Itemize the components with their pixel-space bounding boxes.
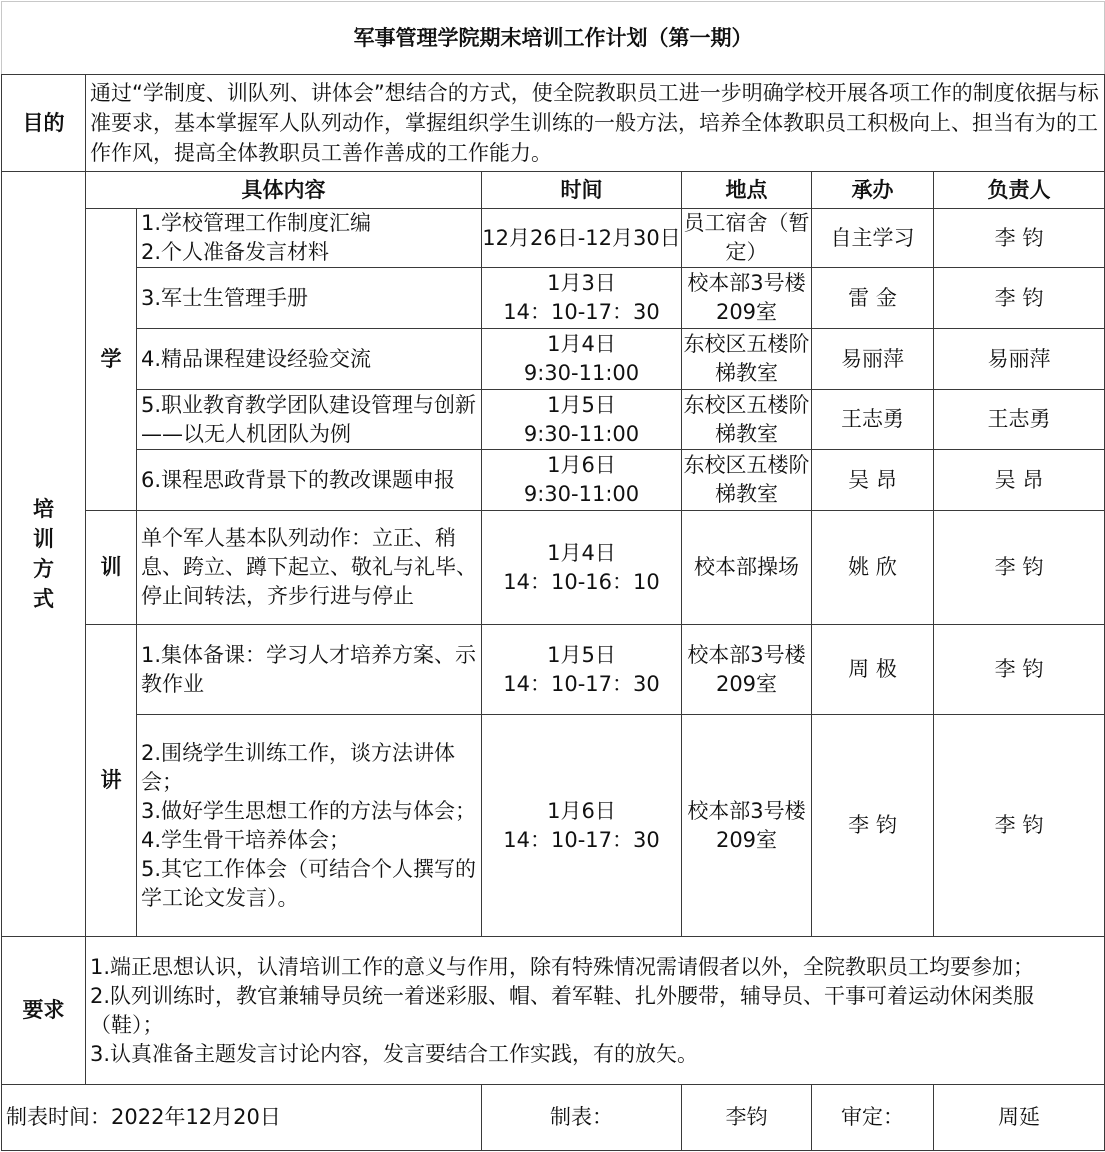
table-row — [2, 390, 1105, 450]
footer-date — [2, 1085, 482, 1151]
row-responsible: 李 钧 — [934, 625, 1105, 715]
row-organizer: 李 钧 — [812, 715, 934, 937]
header-place: 地点 — [682, 172, 812, 209]
row-content: 1.集体备课：学习人才培养方案、示教作业 — [137, 625, 482, 715]
footer-reviewer-value: 周延 — [934, 1085, 1105, 1151]
row-organizer: 王志勇 — [812, 390, 934, 450]
row-organizer: 自主学习 — [812, 209, 934, 268]
row-place: 校本部操场 — [682, 511, 812, 625]
table-row — [2, 329, 1105, 390]
group-label-talk: 讲 — [86, 625, 137, 937]
table-row — [2, 268, 1105, 329]
row-place: 员工宿舍（暂定） — [682, 209, 812, 268]
row-organizer: 雷 金 — [812, 268, 934, 329]
row-content: 4.精品课程建设经验交流 — [137, 329, 482, 390]
row-content: 单个军人基本队列动作：立正、稍息、跨立、蹲下起立、敬礼与礼毕、停止间转法，齐步行进与停止 — [137, 511, 482, 625]
row-content: 2.围绕学生训练工作，谈方法讲体会； 3.做好学生思想工作的方法与体会； 4.学生骨干培养体会； 5.其它工作体会（可结合个人撰写的学工论文发言）。 — [137, 715, 482, 937]
footer-date-label: 制表时间： — [6, 1105, 111, 1129]
row-responsible: 李 钧 — [934, 511, 1105, 625]
requirements-label: 要求 — [2, 937, 86, 1085]
row-time: 1月6日 14：10-17：30 — [482, 715, 682, 937]
row-organizer: 吴 昂 — [812, 450, 934, 511]
row-time: 12月26日-12月30日 — [482, 209, 682, 268]
page-title: 军事管理学院期末培训工作计划（第一期） — [2, 2, 1105, 75]
row-time: 1月4日 14：10-16：10 — [482, 511, 682, 625]
header-responsible: 负责人 — [934, 172, 1105, 209]
footer-date-value: 2022年12月20日 — [111, 1105, 281, 1129]
row-place: 校本部3号楼209室 — [682, 268, 812, 329]
row-time: 1月5日 14：10-17：30 — [482, 625, 682, 715]
footer-reviewer-label: 审定： — [812, 1085, 934, 1151]
header-organizer: 承办 — [812, 172, 934, 209]
row-organizer: 易丽萍 — [812, 329, 934, 390]
table-row — [2, 450, 1105, 511]
purpose-text: 通过“学制度、训队列、讲体会”想结合的方式，使全院教职员工进一步明确学校开展各项工作的制度依据与标准要求，基本掌握军人队列动作，掌握组织学生训练的一般方法，培养全体教职员工积极向上、担当有为的工作作风，提高全体教职员工善作善成的工作能力。 — [86, 75, 1105, 172]
footer-maker-value: 李钧 — [682, 1085, 812, 1151]
row-place: 东校区五楼阶梯教室 — [682, 390, 812, 450]
row-time: 1月5日 9:30-11:00 — [482, 390, 682, 450]
row-content: 5.职业教育教学团队建设管理与创新——以无人机团队为例 — [137, 390, 482, 450]
row-place: 东校区五楼阶梯教室 — [682, 450, 812, 511]
row-responsible: 李 钧 — [934, 268, 1105, 329]
group-label-drill: 训 — [86, 511, 137, 625]
table-row — [2, 625, 1105, 715]
footer-maker-label: 制表： — [482, 1085, 682, 1151]
row-content: 3.军士生管理手册 — [137, 268, 482, 329]
row-organizer: 周 极 — [812, 625, 934, 715]
table-row — [2, 715, 1105, 937]
row-time: 1月3日 14：10-17：30 — [482, 268, 682, 329]
row-content: 6.课程思政背景下的教改课题申报 — [137, 450, 482, 511]
row-organizer: 姚 欣 — [812, 511, 934, 625]
row-responsible: 李 钧 — [934, 209, 1105, 268]
group-label-study: 学 — [86, 209, 137, 511]
row-time: 1月4日 9:30-11:00 — [482, 329, 682, 390]
row-responsible: 易丽萍 — [934, 329, 1105, 390]
header-content: 具体内容 — [86, 172, 482, 209]
row-place: 东校区五楼阶梯教室 — [682, 329, 812, 390]
table-row — [2, 209, 1105, 268]
training-method-label: 培 训 方 式 — [2, 172, 86, 937]
requirements-text: 1.端正思想认识，认清培训工作的意义与作用，除有特殊情况需请假者以外，全院教职员工均要参加； 2.队列训练时，教官兼辅导员统一着迷彩服、帽、着军鞋、扎外腰带，辅导员、干事可着运动休闲类服（鞋）； 3.认真准备主题发言讨论内容，发言要结合工作实践，有的放矢。 — [86, 937, 1105, 1085]
table-row — [2, 511, 1105, 625]
purpose-label: 目的 — [2, 75, 86, 172]
header-time: 时间 — [482, 172, 682, 209]
row-place: 校本部3号楼209室 — [682, 715, 812, 937]
training-plan-table — [1, 1, 1105, 1151]
row-responsible: 李 钧 — [934, 715, 1105, 937]
row-responsible: 吴 昂 — [934, 450, 1105, 511]
row-content: 1.学校管理工作制度汇编 2.个人准备发言材料 — [137, 209, 482, 268]
row-place: 校本部3号楼209室 — [682, 625, 812, 715]
row-time: 1月6日 9:30-11:00 — [482, 450, 682, 511]
row-responsible: 王志勇 — [934, 390, 1105, 450]
